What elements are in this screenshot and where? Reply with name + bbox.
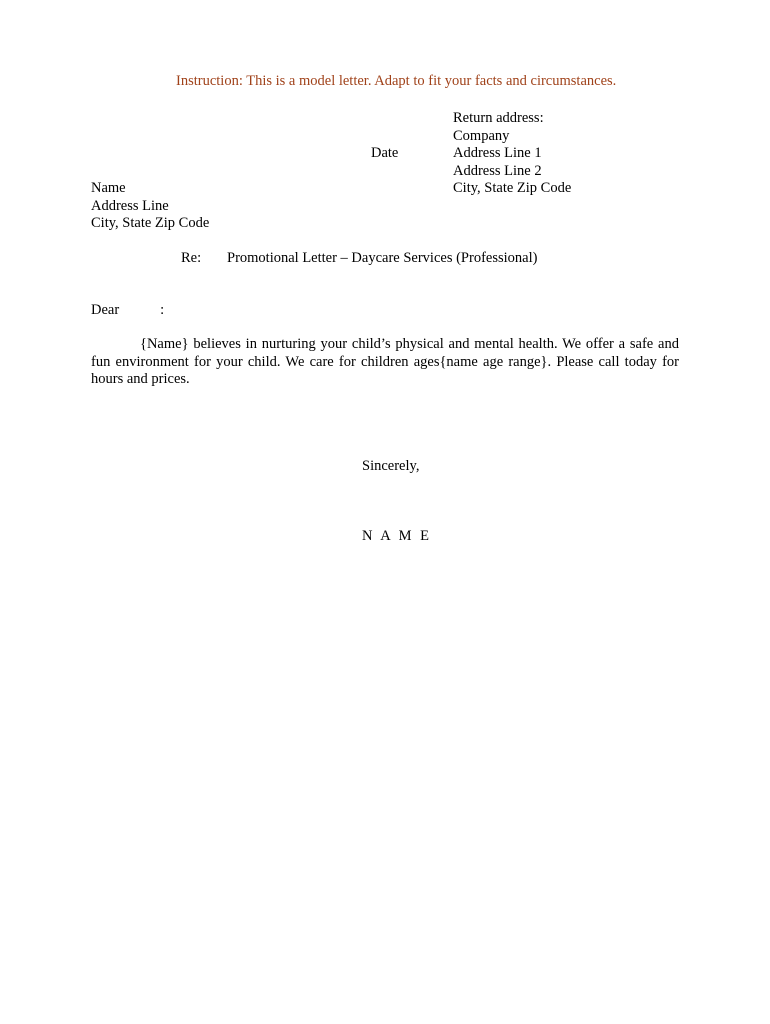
re-label: Re: xyxy=(181,250,202,266)
salutation-word: Dear xyxy=(91,302,120,318)
letter-body-paragraph: {Name} believes in nurturing your child’s physical and mental health. We offer a safe and fun environment for your child. We care for children ages{name age range}. Please call today for hours and prices. xyxy=(91,336,679,387)
salutation-colon: : xyxy=(160,302,165,318)
closing: Sincerely, xyxy=(362,458,420,474)
salutation xyxy=(91,302,164,320)
return-address-company: Company xyxy=(453,127,510,144)
return-address-line2: Address Line 2 xyxy=(453,162,542,179)
instruction-note: Instruction: This is a model letter. Adapt to fit your facts and circumstances. xyxy=(176,73,617,89)
signature-name: N A M E xyxy=(362,528,432,544)
date-placeholder: Date xyxy=(371,145,399,161)
recipient-address-line: Address Line xyxy=(91,197,169,214)
recipient-address-block xyxy=(91,180,209,233)
return-address-city-state-zip: City, State Zip Code xyxy=(453,180,572,196)
recipient-name: Name xyxy=(91,180,126,196)
recipient-city-state-zip: City, State Zip Code xyxy=(91,215,210,231)
return-address-block xyxy=(453,110,571,198)
return-address-heading: Return address: xyxy=(453,110,544,126)
return-address-line1: Address Line 1 xyxy=(453,145,542,161)
re-subject: Promotional Letter – Daycare Services (Professional) xyxy=(227,250,538,266)
